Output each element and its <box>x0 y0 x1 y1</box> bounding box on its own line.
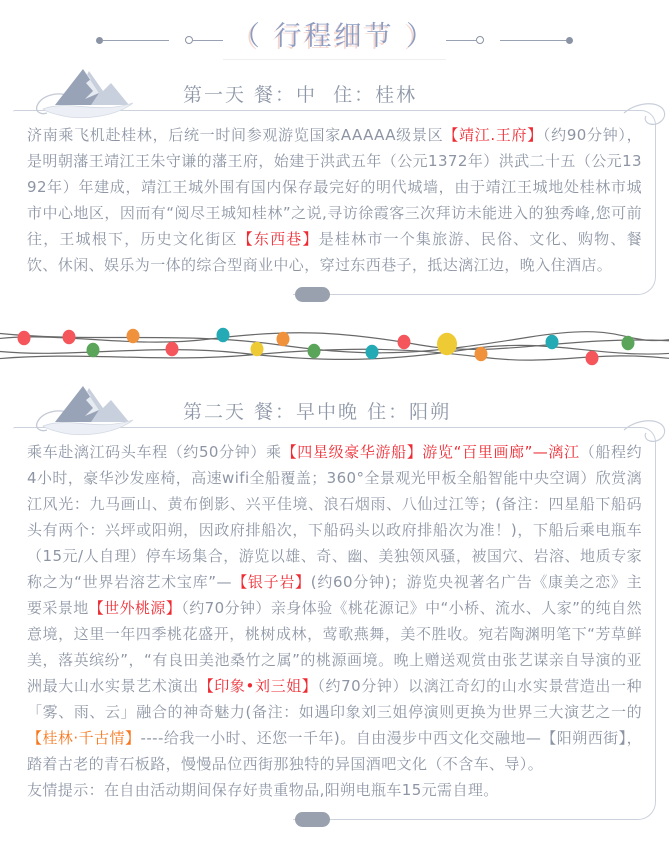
text-segment: ----给我一小时、还您一千年)。自由漫步中西文化交融地—【阳朔西街】，踏着古老的青石板路，慢慢品位西街那独特的异国酒吧文化（不含车、导）。 <box>27 729 642 773</box>
day1-body <box>13 110 656 295</box>
highlight-segment: 【四星级豪华游船】游览“百里画廊”—漓江 <box>281 443 580 461</box>
light-dot-icon <box>217 328 230 343</box>
day2-tip <box>27 777 642 803</box>
mountain-icon <box>41 65 137 119</box>
day1-header: 第一天 餐：中 住：桂林 <box>183 84 418 106</box>
string-lights-divider <box>0 319 669 377</box>
day2-paragraph <box>27 439 642 777</box>
light-dot-icon <box>18 331 31 346</box>
light-dot-icon <box>437 333 457 355</box>
ornament-line-right-inner <box>446 40 476 41</box>
highlight-segment: 【东西巷】 <box>237 230 319 248</box>
highlight-segment: 【桂林·千古情】 <box>27 729 141 747</box>
ornament-line-right <box>500 40 566 41</box>
text-segment: 友情提示：在自由活动期间保存好贵重物品,阳朔电瓶车15元需自理。 <box>27 781 499 799</box>
text-segment: 乘车赴漓江码头车程（约50分钟）乘 <box>27 443 282 461</box>
light-dot-icon <box>398 335 411 350</box>
ornament-dot-left-icon <box>96 37 103 44</box>
section-end-pill-icon <box>295 287 330 302</box>
ornament-line-left <box>103 40 169 41</box>
text-segment: 济南乘飞机赴桂林，后统一时间参观游览国家AAAAA级景区 <box>27 126 444 144</box>
mountain-icon <box>41 382 137 436</box>
day1-card-head <box>13 66 656 110</box>
curl-ornament-icon <box>622 414 668 448</box>
divider-wires <box>0 332 669 360</box>
ornament-dot-right-icon <box>566 37 573 44</box>
text-segment: (约60分钟)；游览央视著名广告《康美之恋》主要采景地 <box>27 573 642 617</box>
day2-header: 第二天 餐：早中晚 住：阳朔 <box>183 401 452 423</box>
day2-section <box>13 383 656 820</box>
highlight-segment: 【世外桃源】 <box>88 599 182 617</box>
highlight-segment: 【银子岩】 <box>231 573 311 591</box>
light-dot-icon <box>251 342 264 357</box>
light-dot-icon <box>366 345 379 360</box>
highlight-segment: 【靖江.王府】 <box>443 126 543 144</box>
curl-ornament-icon <box>622 97 668 131</box>
ornament-ring-left-icon <box>185 36 193 44</box>
light-dot-icon <box>127 329 140 344</box>
highlight-segment: 【印象•刘三姐】 <box>198 677 318 695</box>
light-dot-icon <box>475 347 488 362</box>
day2-card-head <box>13 383 656 427</box>
light-dot-icon <box>63 330 76 345</box>
light-dot-icon <box>87 343 100 358</box>
light-dot-icon <box>622 336 635 351</box>
light-dot-icon <box>586 351 599 366</box>
day1-paragraph <box>27 122 642 278</box>
text-segment: （船程约4小时，豪华沙发座椅，高速wifi全船覆盖；360°全景观光甲板全船智能中央空调）欣赏漓江风光：九马画山、黄布倒影、兴平佳境、浪石烟雨、八仙过江等；(备注：四星船下船码头有两个：兴坪或阳朔，因政府排船次，下船码头以政府排船次为准！)，下船后乘电瓶车（15元/人自理）停车场集合，游览以雄、奇、幽、美独领风骚，被国穴、岩溶、地质专家称之为“世界岩溶艺术宝库”— <box>27 443 643 591</box>
text-segment: （约70分钟）以漓江奇幻的山水实景营造出一种「雾、雨、云」融合的神奇魅力(备注：如遇印象刘三姐停演则更换为世界三大演艺之一的 <box>27 677 642 721</box>
border-mask <box>11 292 293 296</box>
light-dot-icon <box>277 332 290 347</box>
section-end-pill-icon <box>295 812 330 827</box>
light-dot-icon <box>308 344 321 359</box>
page-title: （ 行程细节 ） <box>223 20 446 61</box>
text-segment: （约90分钟），是明朝藩王靖江王朱守谦的藩王府，始建于洪武五年（公元1372年）洪武二十五（公元1392年）年建成，靖江王城外围有国内保存最完好的明代城墙，由于靖江王城地处桂林市城市中心地区，因而有“阅尽王城知桂林”之说,寻访徐霞客三次拜访未能进入的独秀峰,您可前往，王城根下，历史文化街区 <box>27 126 642 248</box>
light-dot-icon <box>166 342 179 357</box>
ornament-ring-right-icon <box>476 36 484 44</box>
light-dot-icon <box>546 335 559 350</box>
text-segment: （约70分钟）亲身体验《桃花源记》中“小桥、流水、人家”的纯自然意境，这里一年四季桃花盛开，桃树成林，莺歌燕舞，美不胜收。宛若陶渊明笔下“芳草鲜美，落英缤纷”，“有良田美池桑竹之属”的桃源画境。晚上赠送观赏由张艺谋亲自导演的亚洲最大山水实景艺术演出 <box>27 599 642 695</box>
day2-body <box>13 427 656 820</box>
day1-section <box>13 66 656 295</box>
border-mask <box>11 817 293 821</box>
text-segment: 是桂林市一个集旅游、民俗、文化、购物、餐饮、休闲、娱乐为一体的综合型商业中心，穿过东西巷子，抵达漓江边，晚入住酒店。 <box>27 230 642 274</box>
page-header <box>0 0 669 62</box>
ornament-line-left-inner <box>193 40 223 41</box>
